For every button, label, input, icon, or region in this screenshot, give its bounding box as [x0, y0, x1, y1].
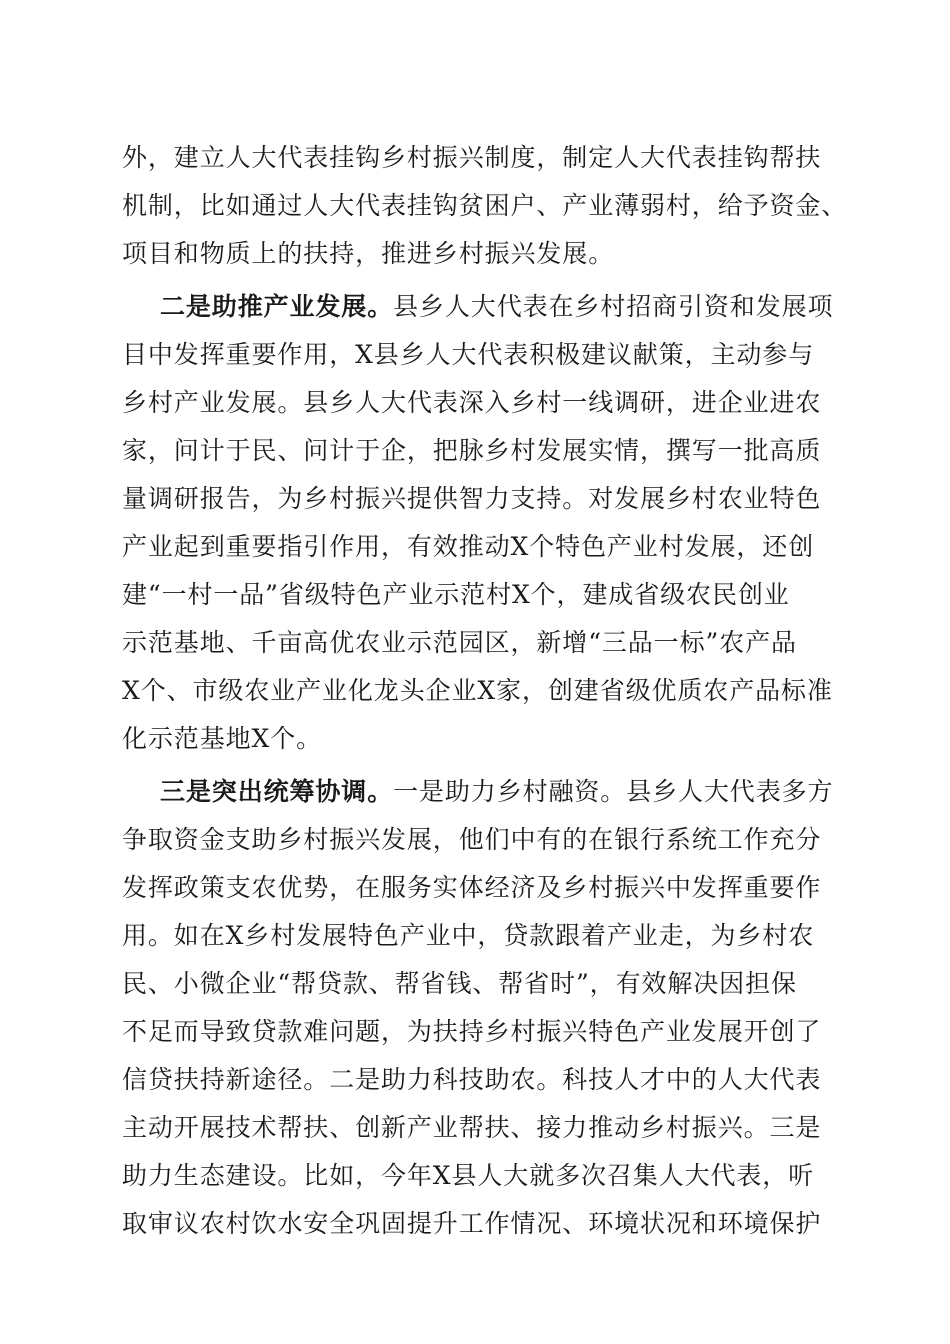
text-line: 示范基地、千亩高优农业示范园区，新增“三品一标”农产品	[122, 628, 797, 657]
text-line: 民、小微企业“帮贷款、帮省钱、帮省时”，有效解决因担保	[122, 969, 797, 998]
text-line: X个、市级农业产业化龙头企业X家，创建省级优质农产品标准	[122, 676, 833, 705]
text-line: 目中发挥重要作用，X县乡人大代表积极建议献策，主动参与	[122, 340, 815, 369]
text-run: 县乡人大代表在乡村招商引资和发展项	[393, 292, 834, 321]
text-line: 建“一村一品”省级特色产业示范村X个，建成省级农民创业	[122, 580, 790, 609]
text-line: 化示范基地X个。	[122, 724, 322, 753]
text-line: 项目和物质上的扶持，推进乡村振兴发展。	[122, 239, 615, 268]
text-line: 机制，比如通过人大代表挂钩贫困户、产业薄弱村，给予资金、	[122, 191, 848, 220]
text-line: 信贷扶持新途径。二是助力科技助农。科技人才中的人大代表	[122, 1065, 822, 1094]
paragraph-2-first-line	[122, 283, 834, 331]
text-line: 取审议农村饮水安全巩固提升工作情况、环境状况和环境保护	[122, 1209, 822, 1238]
section-heading-coordination: 三是突出统筹协调。	[160, 777, 394, 806]
text-line: 量调研报告，为乡村振兴提供智力支持。对发展乡村农业特色	[122, 484, 822, 513]
body-text	[122, 134, 848, 1248]
text-line: 用。如在X乡村发展特色产业中，贷款跟着产业走，为乡村农	[122, 921, 815, 950]
text-line: 争取资金支助乡村振兴发展，他们中有的在银行系统工作充分	[122, 825, 822, 854]
text-run: 一是助力乡村融资。县乡人大代表多方	[393, 777, 834, 806]
text-line: 主动开展技术帮扶、创新产业帮扶、接力推动乡村振兴。三是	[122, 1113, 822, 1142]
section-heading-industry: 二是助推产业发展。	[160, 292, 394, 321]
text-line: 不足而导致贷款难问题，为扶持乡村振兴特色产业发展开创了	[122, 1017, 822, 1046]
text-line: 乡村产业发展。县乡人大代表深入乡村一线调研，进企业进农	[122, 388, 822, 417]
text-line: 助力生态建设。比如，今年X县人大就多次召集人大代表，听	[122, 1161, 815, 1190]
text-line: 家，问计于民、问计于企，把脉乡村发展实情，撰写一批高质	[122, 436, 822, 465]
text-line: 产业起到重要指引作用，有效推动X个特色产业村发展，还创	[122, 532, 815, 561]
paragraph-3-first-line	[122, 768, 834, 816]
text-line: 外，建立人大代表挂钩乡村振兴制度，制定人大代表挂钩帮扶	[122, 143, 822, 172]
text-line: 发挥政策支农优势，在服务实体经济及乡村振兴中发挥重要作	[122, 873, 822, 902]
